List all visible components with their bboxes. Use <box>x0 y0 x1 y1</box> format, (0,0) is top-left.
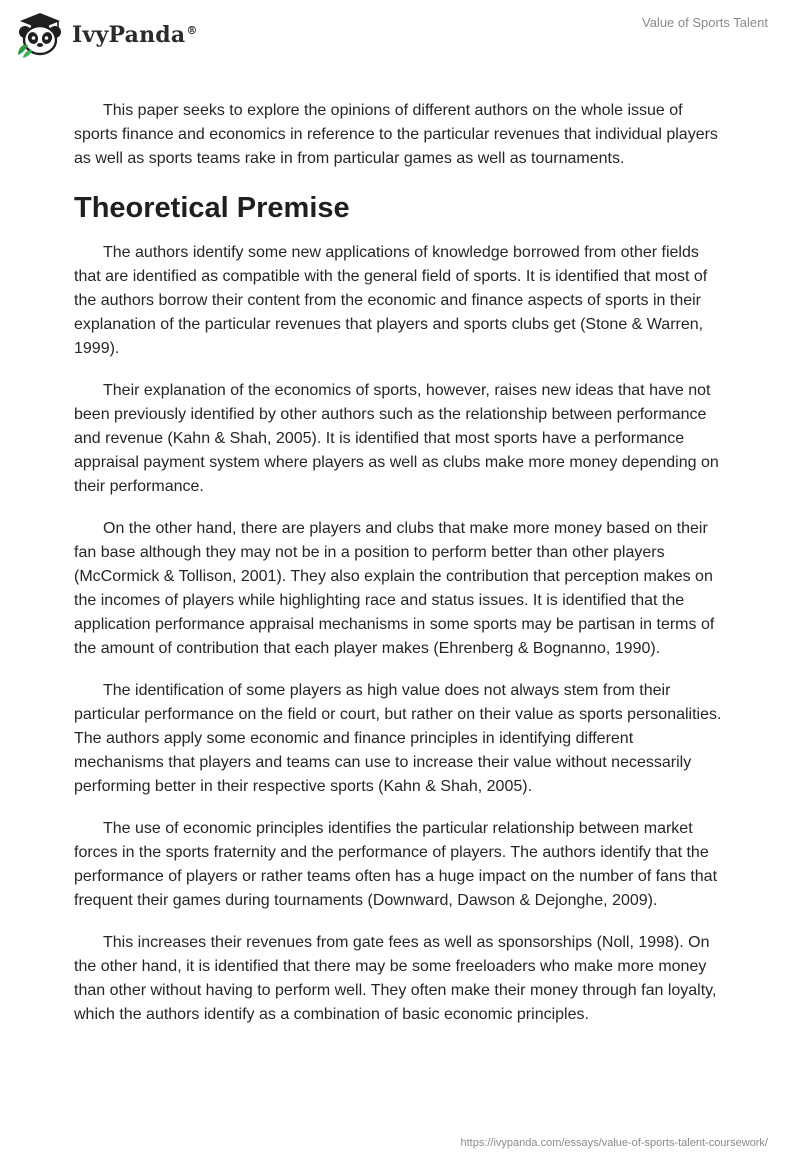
body-paragraph-5: The use of economic principles identifies the particular relationship between market forces in the sports fraternity and the performance of players. The authors identify that the performance of players or rather teams often has a huge impact on the number of fans that frequent their games during tournaments (Downward, Dawson & Dejonghe, 2009). <box>74 820 718 909</box>
panda-graduate-icon <box>14 9 66 59</box>
body-paragraph-3: On the other hand, there are players and clubs that make more money based on their fan base although they may not be in a position to perform better than other players (McCormick & Tollison, 2001). They also explain the contribution that perception makes on the incomes of players while highlighting race and status issues. It is identified that the application performance appraisal mechanisms in some sports may be partisan in terms of the amount of contribution that each player makes (Ehrenberg & Bognanno, 1990). <box>74 520 715 657</box>
source-url[interactable]: https://ivypanda.com/essays/value-of-sports-talent-coursework/ <box>460 1137 768 1149</box>
section-heading: Theoretical Premise <box>74 192 350 224</box>
brand-logo[interactable] <box>14 9 198 59</box>
brand-name <box>72 22 198 48</box>
document-title: Value of Sports Talent <box>642 15 768 30</box>
essay-content <box>74 99 726 1045</box>
brand-text: IvyPanda <box>72 22 186 48</box>
body-paragraph-1: The authors identify some new applications of knowledge borrowed from other fields that are identified as compatible with the general field of sports. It is identified that most of the authors borrow their content from the economic and finance aspects of sports in their explanation of the particular revenues that players and sports clubs get (Stone & Warren, 1999). <box>74 244 708 357</box>
registered-mark: ® <box>186 23 198 37</box>
page-header <box>0 0 800 70</box>
body-paragraph-4: The identification of some players as high value does not always stem from their particular performance on the field or court, but rather on their value as sports personalities. The authors apply some economic and finance principles in identifying different mechanisms that players and teams can use to increase their value without necessarily performing better in their respective sports (Kahn & Shah, 2005). <box>74 682 722 795</box>
body-paragraph-2: Their explanation of the economics of sports, however, raises new ideas that have not been previously identified by other authors such as the relationship between performance and revenue (Kahn & Shah, 2005). It is identified that most sports have a performance appraisal payment system where players as well as clubs make more money depending on their performance. <box>74 382 719 495</box>
body-paragraph-6: This increases their revenues from gate fees as well as sponsorships (Noll, 1998). On the other hand, it is identified that there may be some freeloaders who make more money than other without having to perform well. They often make their money through fan loyalty, which the authors identify as a combination of basic economic principles. <box>74 934 717 1023</box>
intro-paragraph: This paper seeks to explore the opinions of different authors on the whole issue of sports finance and economics in reference to the particular revenues that individual players as well as sports teams rake in from particular games as well as tournaments. <box>74 102 718 167</box>
